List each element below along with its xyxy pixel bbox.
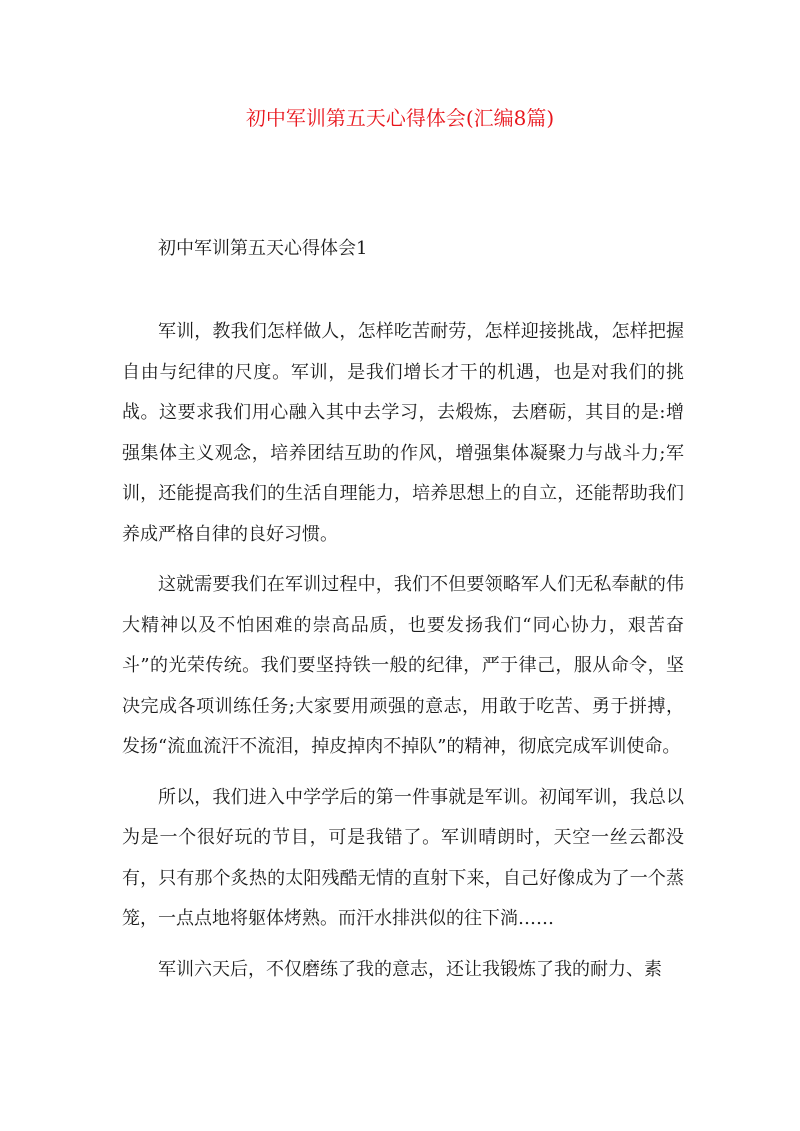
section-heading: 初中军训第五天心得体会1 [158, 238, 368, 259]
paragraph: 军训六天后，不仅磨练了我的意志，还让我锻炼了我的耐力、素 [158, 958, 662, 980]
document-body [122, 312, 684, 1000]
paragraph: 军训，教我们怎样做人，怎样吃苦耐劳，怎样迎接挑战，怎样把握自由与纪律的尺度。军训，是我们增长才干的机遇，也是对我们的挑战。这要求我们用心融入其中去学习，去煅炼，去磨砺，其目的是:增强集体主义观念，培养团结互助的作风，增强集体凝聚力与战斗力;军训，还能提高我们的生活自理能力，培养思想上的自立，还能帮助我们养成严格自律的良好习惯。 [122, 321, 684, 545]
paragraph: 所以，我们进入中学学后的第一件事就是军训。初闻军训，我总以为是一个很好玩的节目，可是我错了。军训晴朗时，天空一丝云都没有，只有那个炙热的太阳残酷无情的直射下来，自己好像成为了一个蒸笼，一点点地将躯体烤熟。而汗水排洪似的往下淌…… [122, 786, 684, 929]
paragraph: 这就需要我们在军训过程中，我们不但要领略军人们无私奉献的伟大精神以及不怕困难的崇高品质，也要发扬我们“同心协力，艰苦奋斗”的光荣传统。我们要坚持铁一般的纪律，严于律己，服从命令，坚决完成各项训练任务;大家要用顽强的意志，用敢于吃苦、勇于拼搏，发扬“流血流汗不流泪，掉皮掉肉不掉队”的精神，彻底完成军训使命。 [122, 574, 684, 757]
document-title: 初中军训第五天心得体会(汇编8篇) [245, 106, 555, 130]
